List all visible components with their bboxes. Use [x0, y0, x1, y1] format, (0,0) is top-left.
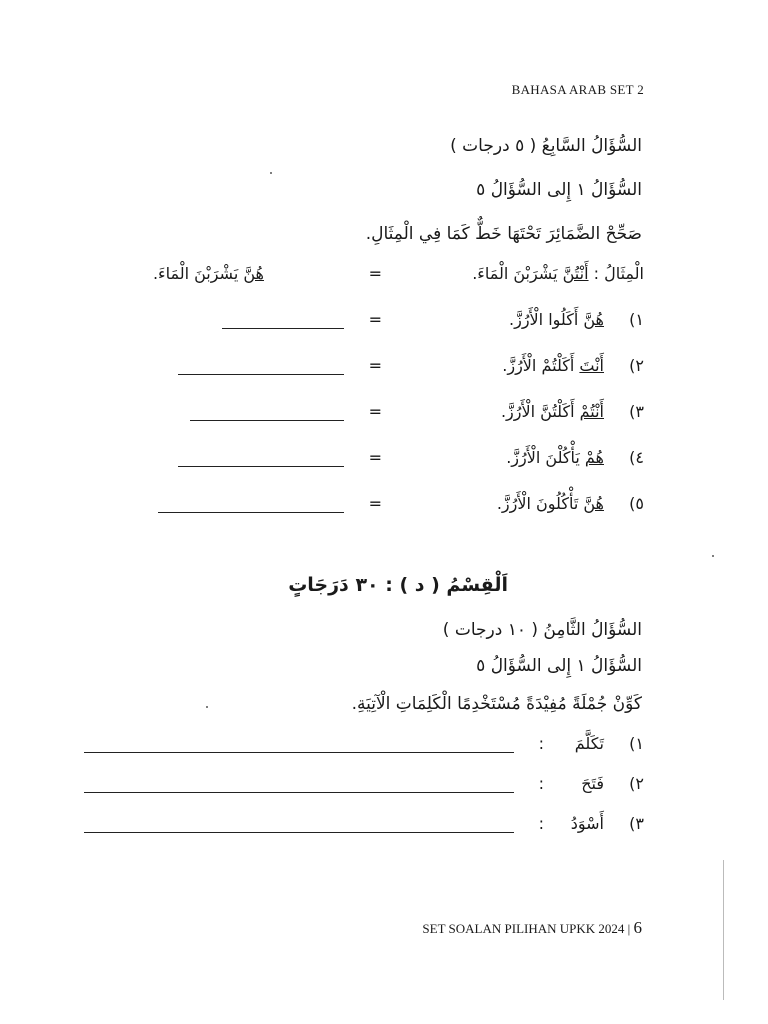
item-rest: أَكَلْتُمْ الْأَرُزَّ. — [502, 356, 580, 375]
item-sentence — [502, 356, 604, 375]
example-label: الْمِثَالُ : — [593, 264, 644, 283]
example-answer-pronoun: هُنَّ — [243, 264, 264, 283]
item-sentence — [506, 448, 604, 467]
q7-item — [44, 494, 644, 524]
colon: : — [538, 734, 544, 753]
colon: : — [538, 814, 544, 833]
item-number: ٣) — [629, 814, 644, 833]
item-pronoun: أَنْتَ — [579, 356, 604, 375]
answer-line[interactable] — [178, 374, 344, 375]
example-pronoun: أَنْتُنَّ — [562, 264, 589, 283]
equals-sign: = — [368, 264, 382, 283]
item-pronoun: هُمْ — [584, 448, 604, 467]
answer-line[interactable] — [190, 420, 344, 421]
equals-sign: = — [368, 310, 382, 329]
item-number: ٣) — [629, 402, 644, 421]
question-7-range: السُّؤَالُ ١ إِلى السُّؤَالُ ٥ — [476, 180, 642, 200]
item-number: ١) — [629, 734, 644, 753]
q7-item — [44, 356, 644, 386]
page-number: 6 — [633, 918, 642, 937]
scan-edge-mark — [723, 860, 724, 1000]
item-number: ٢) — [629, 774, 644, 793]
answer-line[interactable] — [178, 466, 344, 467]
item-word: أَسْوَدُ — [570, 814, 604, 833]
item-rest: أَكَلُوا الْأَرُزَّ. — [509, 310, 584, 329]
item-number: ٤) — [629, 448, 644, 467]
section-d-title: اَلْقِسْمُ ( د ) : ٣٠ دَرَجَاتٍ — [288, 574, 508, 596]
item-pronoun: هُنَّ — [583, 310, 604, 329]
q7-item — [44, 402, 644, 432]
item-word: فَتَحَ — [581, 774, 604, 793]
q8-item — [44, 774, 644, 804]
equals-sign: = — [368, 356, 382, 375]
answer-line[interactable] — [84, 832, 514, 833]
example-row — [44, 264, 644, 294]
answer-line[interactable] — [84, 792, 514, 793]
q8-item — [44, 814, 644, 844]
q8-item — [44, 734, 644, 764]
item-pronoun: أَنْتُمْ — [579, 402, 604, 421]
question-7-title: السُّؤَالُ السَّابِعُ ( ٥ درجات ) — [450, 136, 642, 156]
item-word: تَكَلَّمَ — [574, 734, 604, 753]
q7-item — [44, 448, 644, 478]
example-answer-rest: يَشْرَبْنَ الْمَاءَ. — [152, 264, 244, 283]
scan-speck — [712, 555, 714, 557]
item-rest: يَأْكُلْنَ الْأَرُزَّ. — [506, 448, 585, 467]
question-7-instruction: صَحِّحْ الضَّمَائِرَ تَحْتَهَا خَطٌّ كَمَا فِي الْمِثَالِ. — [365, 224, 642, 244]
example-answer — [153, 264, 264, 283]
item-rest: أَكَلْتُنَّ الْأَرُزَّ. — [500, 402, 580, 421]
equals-sign: = — [368, 494, 382, 513]
item-pronoun: هُنَّ — [583, 494, 604, 513]
colon: : — [538, 774, 544, 793]
page-footer — [422, 918, 642, 938]
question-8-range: السُّؤَالُ ١ إِلى السُّؤَالُ ٥ — [476, 656, 642, 676]
page-header: BAHASA ARAB SET 2 — [511, 82, 644, 97]
footer-text: SET SOALAN PILIHAN UPKK 2024 | — [422, 921, 631, 936]
question-8-title: السُّؤَالُ الثَّامِنُ ( ١٠ درجات ) — [442, 620, 642, 640]
equals-sign: = — [368, 448, 382, 467]
answer-line[interactable] — [222, 328, 344, 329]
equals-sign: = — [368, 402, 382, 421]
question-8-instruction: كَوِّنْ جُمْلَةً مُفِيْدَةً مُسْتَخْدِمًا الْكَلِمَاتِ الْآتِيَةِ. — [351, 694, 642, 714]
q7-item — [44, 310, 644, 340]
item-sentence — [501, 402, 604, 421]
answer-line[interactable] — [158, 512, 344, 513]
item-rest: تَأْكُلُونَ الْأَرُزَّ. — [496, 494, 584, 513]
item-number: ١) — [629, 310, 644, 329]
example-rest: يَشْرَبْنَ الْمَاءَ. — [472, 264, 563, 283]
answer-line[interactable] — [84, 752, 514, 753]
item-sentence — [497, 494, 604, 513]
scan-speck — [206, 706, 208, 708]
item-sentence — [509, 310, 604, 329]
item-number: ٢) — [629, 356, 644, 375]
example-sentence — [472, 264, 644, 283]
scan-speck — [270, 172, 272, 174]
item-number: ٥) — [629, 494, 644, 513]
